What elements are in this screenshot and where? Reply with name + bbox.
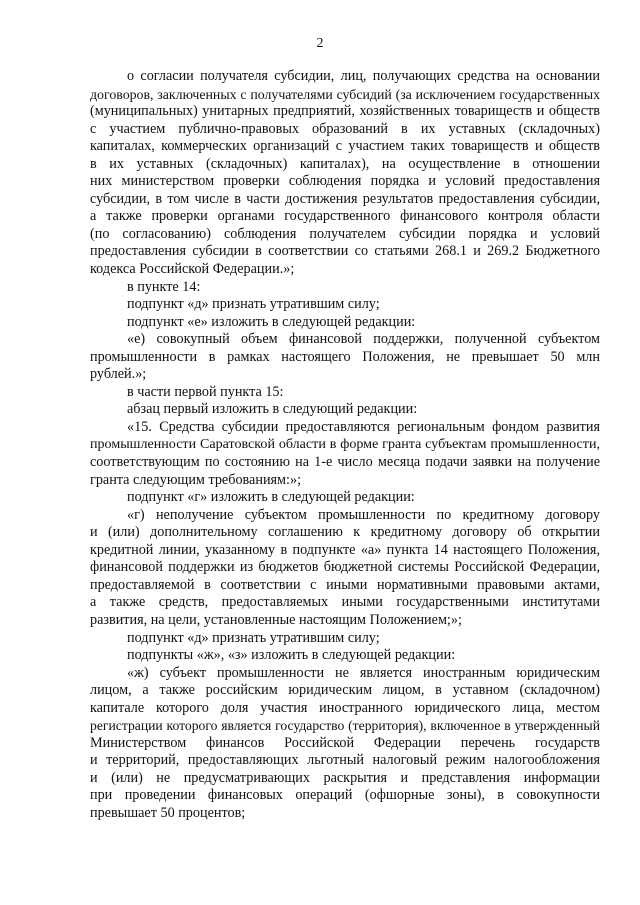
text-line: кредитной линии, указанному в подпункте «а» пункта 14 настоящего Положения,	[90, 541, 600, 558]
text-line: рублей.»;	[90, 366, 147, 383]
text-line: а также средств, предоставляемых иными государственными институтами	[90, 594, 600, 611]
text-line: капиталах, коммерческих организаций с участием таких товариществ и обществ	[90, 138, 600, 155]
document-body	[90, 68, 600, 823]
text-line: гранта следующим требованиям:»;	[90, 471, 302, 488]
text-line: подпункт «г» изложить в следующей редакции:	[127, 489, 415, 506]
text-line: подпункт «д» признать утратившим силу;	[127, 296, 380, 313]
text-line: финансовой поддержки из бюджетов бюджетной системы Российской Федерации,	[90, 559, 600, 576]
text-line: при проведении финансовых операций (офшорные зоны), в совокупности	[90, 787, 600, 804]
text-line: подпункт «е» изложить в следующей редакции:	[127, 313, 416, 330]
text-line: лицом, а также российским юридическим лицом, в уставном (складочном)	[90, 682, 600, 699]
text-line: в части первой пункта 15:	[127, 383, 284, 400]
text-line: в их уставных (складочных) капиталах), на осуществление в отношении	[90, 155, 600, 172]
text-line: промышленности в рамках настоящего Положения, не превышает 50 млн	[90, 348, 600, 365]
text-line: кодекса Российской Федерации.»;	[90, 261, 295, 278]
text-line: «ж) субъект промышленности не является иностранным юридическим	[127, 664, 600, 681]
text-line: них министерством проверки соблюдения порядка и условий предоставления	[90, 173, 600, 190]
text-line: и территорий, предоставляющих льготный налоговый режим налогообложения	[90, 752, 600, 769]
text-line: подпункты «ж», «з» изложить в следующей редакции:	[127, 647, 456, 664]
text-line: а также проверки органами государственного финансового контроля области	[90, 208, 600, 225]
text-line: Министерством финансов Российской Федерации перечень государств	[90, 734, 600, 751]
text-line: «е) совокупный объем финансовой поддержки, полученной субъектом	[127, 331, 600, 348]
text-line: договоров, заключенных с получателями субсидий (за исключением государственных	[90, 86, 600, 102]
text-line: промышленности Саратовской области в форме гранта субъектам промышленности,	[90, 436, 600, 453]
text-line: (по согласованию) соблюдения получателем субсидии порядка и условий	[90, 225, 600, 242]
text-line: с участием публично-правовых образований в их уставных (складочных)	[90, 120, 600, 137]
text-line: «15. Средства субсидии предоставляются региональным фондом развития	[127, 418, 600, 435]
text-line: «г) неполучение субъектом промышленности по кредитному договору	[127, 506, 600, 523]
text-line: развития, на цели, установленные настоящим Положением;»;	[90, 611, 462, 628]
text-line: соответствующим по состоянию на 1-е число месяца подачи заявки на получение	[90, 454, 600, 471]
text-line: о согласии получателя субсидии, лиц, получающих средства на основании	[127, 68, 600, 84]
text-line: подпункт «д» признать утратившим силу;	[127, 629, 380, 646]
text-line: и (или) дополнительному соглашению к кредитному договору об открытии	[90, 524, 600, 541]
text-line: регистрации которого является государство (территория), включенное в утвержденный	[90, 718, 600, 734]
text-line: абзац первый изложить в следующий редакции:	[127, 401, 418, 418]
text-line: превышает 50 процентов;	[90, 804, 246, 821]
text-line: и (или) не предусматривающих раскрытия и представления информации	[90, 769, 600, 786]
text-line: в пункте 14:	[127, 278, 201, 295]
text-line: (муниципальных) унитарных предприятий, хозяйственных товариществ и обществ	[90, 103, 600, 120]
text-line: субсидии, в том числе в части достижения результатов предоставления субсидии,	[90, 190, 600, 207]
page-number: 2	[316, 36, 324, 51]
text-line: предоставления субсидии в соответствии со статьями 268.1 и 269.2 Бюджетного	[90, 243, 600, 260]
text-line: предоставляемой в соответствии с иными нормативными правовыми актами,	[90, 576, 600, 593]
text-line: капитале которого доля участия иностранного юридического лица, местом	[90, 699, 600, 716]
